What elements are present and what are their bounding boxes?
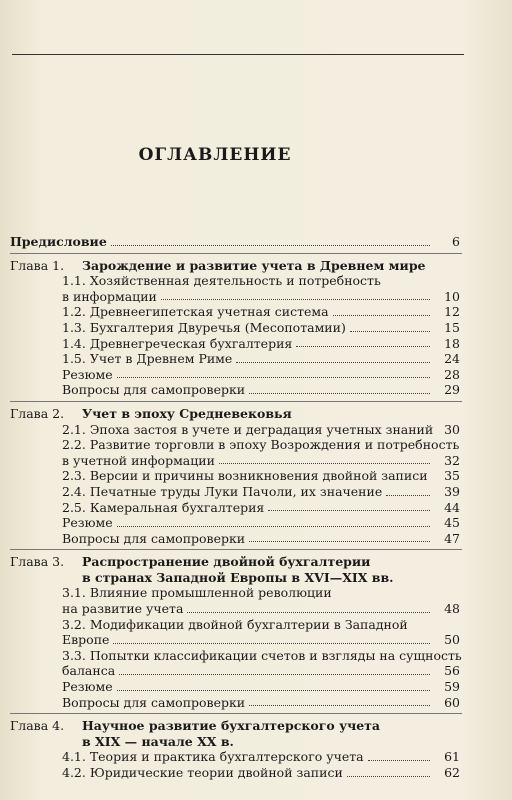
toc-entry	[10, 367, 460, 383]
page-number: 29	[444, 382, 460, 398]
chapter-number: Глава 4.	[10, 718, 65, 734]
toc-entry	[10, 382, 460, 398]
page-number: 18	[444, 335, 460, 351]
chapter-number: Глава 1.	[10, 257, 65, 273]
toc-entry	[10, 695, 460, 711]
page-number: 56	[444, 663, 460, 679]
page-number: 6	[452, 234, 460, 249]
leader-dots	[268, 510, 430, 511]
chapter-heading	[10, 718, 460, 734]
chapter-heading	[10, 570, 460, 586]
chapter-heading	[10, 406, 460, 422]
entry-label: 4.1. Теория и практика бухгалтерского учета	[62, 749, 364, 765]
leader-dots	[347, 776, 430, 777]
chapter-title: Научное развитие бухгалтерского учета	[82, 718, 381, 734]
entry-label: Вопросы для самопроверки	[62, 530, 246, 546]
entry-label: в учетной информации	[62, 452, 215, 468]
entry-label: на развитие учета	[62, 601, 184, 617]
toc-entry	[10, 632, 460, 648]
toc-entry	[10, 617, 460, 633]
leader-dots	[236, 362, 430, 363]
chapter-title: в странах Западной Европы в XVI—XIX вв.	[82, 569, 394, 585]
entry-label: 1.2. Древнеегипетская учетная система	[62, 304, 329, 320]
toc-entry	[10, 500, 460, 516]
page-number: 48	[444, 601, 460, 617]
leader-dots	[117, 526, 430, 527]
leader-dots	[113, 643, 430, 644]
toc-entry	[10, 515, 460, 531]
entry-label: 2.3. Версии и причины возникновения двойной записи	[62, 468, 428, 484]
leader-dots	[219, 463, 430, 464]
chapter-heading	[10, 554, 460, 570]
page-number: 15	[444, 319, 460, 335]
page-number: 62	[444, 765, 460, 780]
toc-entry	[10, 531, 460, 547]
leader-dots	[249, 541, 430, 542]
entry-label: 2.1. Эпоха застоя в учете и деградация учетных знаний	[62, 421, 434, 437]
toc-entry	[10, 585, 460, 601]
toc-entry	[10, 422, 460, 438]
page-number: 28	[444, 366, 460, 382]
leader-dots	[117, 377, 430, 378]
page-number: 47	[444, 530, 460, 546]
chapter-title: Учет в эпоху Средневековья	[82, 405, 292, 421]
toc-entry	[10, 453, 460, 469]
page-number: 30	[444, 421, 460, 437]
divider	[10, 253, 462, 254]
leader-dots	[350, 331, 430, 332]
leader-dots	[187, 612, 430, 613]
entry-label: Вопросы для самопроверки	[62, 382, 246, 398]
page-number: 24	[444, 351, 460, 367]
page-title: ОГЛАВЛЕНИЕ	[138, 145, 292, 165]
toc-entry	[10, 468, 460, 484]
page-number: 32	[444, 452, 460, 468]
entry-label: 4.2. Юридические теории двойной записи	[62, 765, 343, 780]
leader-dots	[333, 315, 430, 316]
toc-entry	[10, 484, 460, 500]
entry-label: 2.4. Печатные труды Луки Пачоли, их значение	[62, 483, 383, 499]
divider	[10, 549, 462, 550]
entry-label: 1.3. Бухгалтерия Двуречья (Месопотамии)	[62, 319, 346, 335]
leader-dots	[386, 495, 430, 496]
entry-label: Европе	[62, 632, 110, 648]
page-number: 59	[444, 679, 460, 695]
leader-dots	[111, 245, 430, 246]
entry-label: 3.2. Модификации двойной бухгалтерии в Западной	[62, 616, 408, 632]
chapter-number: Глава 3.	[10, 554, 65, 570]
leader-dots	[249, 393, 430, 394]
entry-label: баланса	[62, 663, 116, 679]
chapter-heading	[10, 258, 460, 274]
leader-dots	[119, 674, 430, 675]
entry-label: 1.4. Древнегреческая бухгалтерия	[62, 335, 293, 351]
toc-entry	[10, 336, 460, 352]
leader-dots	[161, 299, 430, 300]
entry-label: Вопросы для самопроверки	[62, 694, 246, 710]
page-number: 39	[444, 483, 460, 499]
top-rule	[12, 54, 464, 55]
chapter-title: Распространение двойной бухгалтерии	[82, 554, 371, 570]
entry-label: 1.5. Учет в Древнем Риме	[62, 351, 233, 367]
chapter-title: в XIX — начале XX в.	[82, 733, 234, 749]
toc-entry	[10, 273, 460, 289]
toc-entry	[10, 320, 460, 336]
divider	[10, 713, 462, 714]
toc-entry	[10, 289, 460, 305]
toc-entry	[10, 663, 460, 679]
entry-label: 3.3. Попытки классификации счетов и взгляды на сущность	[62, 647, 462, 663]
toc-entry	[10, 437, 460, 453]
toc-entry	[10, 765, 460, 781]
page-number: 61	[444, 749, 460, 765]
page-number: 10	[444, 288, 460, 304]
entry-label: 2.2. Развитие торговли в эпоху Возрождения и потребность	[62, 437, 460, 453]
toc-entry	[10, 679, 460, 695]
page-number: 50	[444, 632, 460, 648]
entry-label: 1.1. Хозяйственная деятельность и потребность	[62, 273, 381, 289]
toc-preface	[10, 234, 460, 250]
leader-dots	[296, 346, 430, 347]
leader-dots	[249, 705, 430, 706]
toc-entry	[10, 304, 460, 320]
entry-label: Резюме	[62, 366, 113, 382]
entry-label: 3.1. Влияние промышленной революции	[62, 585, 332, 601]
page-number: 60	[444, 694, 460, 710]
entry-label: в информации	[62, 288, 157, 304]
page-number: 45	[444, 515, 460, 531]
entry-label: 2.5. Камеральная бухгалтерия	[62, 499, 265, 515]
table-of-contents	[10, 234, 460, 781]
preface-label: Предисловие	[10, 234, 107, 249]
page-number: 35	[444, 468, 460, 484]
entry-label: Резюме	[62, 679, 113, 695]
divider	[10, 401, 462, 402]
leader-dots	[117, 690, 430, 691]
page-number: 44	[444, 499, 460, 515]
entry-label: Резюме	[62, 515, 113, 531]
chapter-number: Глава 2.	[10, 405, 65, 421]
toc-entry	[10, 749, 460, 765]
chapter-heading	[10, 734, 460, 750]
chapter-title: Зарождение и развитие учета в Древнем мире	[82, 257, 426, 273]
toc-entry	[10, 648, 460, 664]
page-number: 12	[444, 304, 460, 320]
toc-entry	[10, 351, 460, 367]
toc-entry	[10, 601, 460, 617]
leader-dots	[368, 760, 430, 761]
